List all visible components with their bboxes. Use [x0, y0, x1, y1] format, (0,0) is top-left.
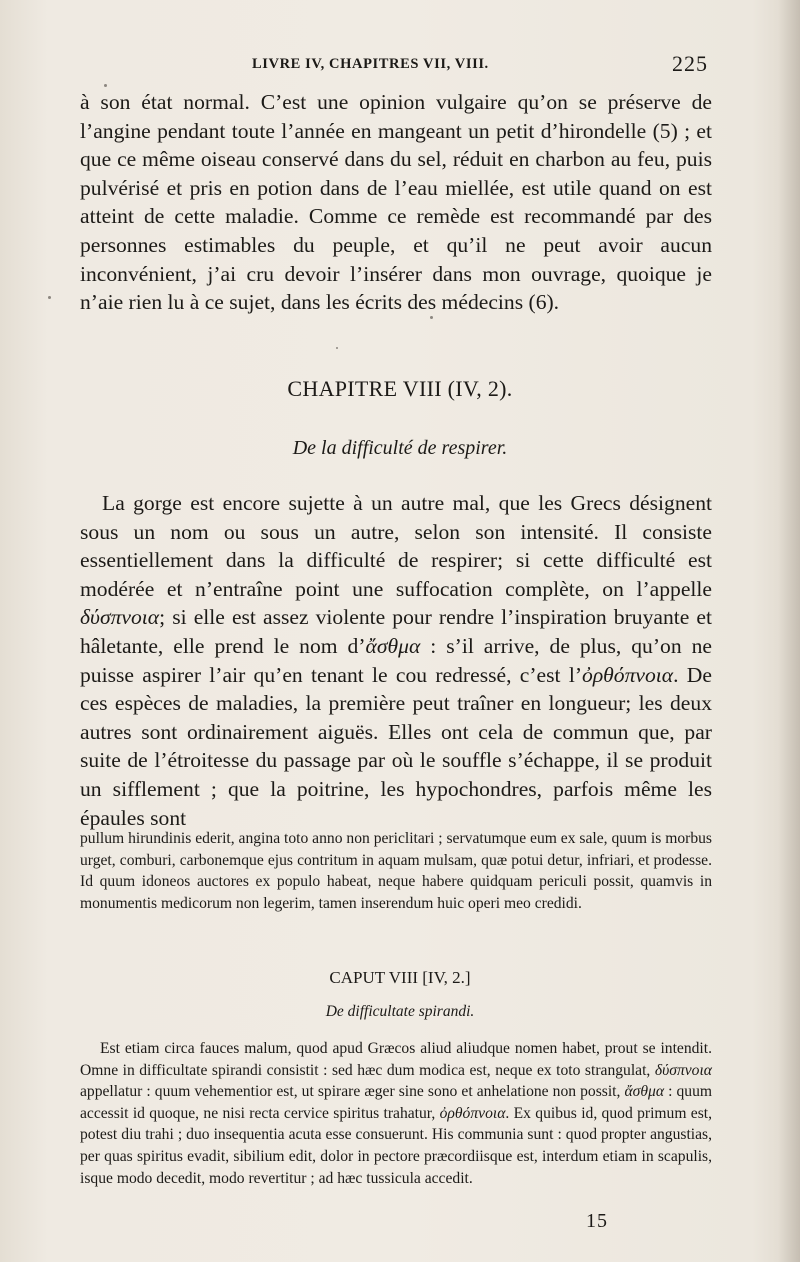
greek-term-orthopnoia: ὀρθόπνοια [582, 662, 674, 687]
page-number: 225 [672, 51, 708, 76]
ink-speck [336, 347, 338, 349]
latin-text-part: . Ex quibus id, quod primum est, potest diu trahi ; duo insequentia acuta esse consuerunt. His communia sunt : quod propter angustias, per quas spiritus evadit, sibilium edit, dolor in pectore præcordiisque est, interdum etiam in scapulis, isque modo decedit, modo revertitur ; ad hæc tussicula accedit. [80, 1104, 713, 1187]
greek-term-asthma: ἄσθμα [624, 1083, 665, 1101]
page-gutter-shadow [778, 0, 800, 1262]
greek-term-orthopnoia: ὀρθόπνοια [439, 1104, 506, 1122]
french-text-part: : s’il arrive, de plus, qu’on ne puisse aspirer l’air qu’en tenant le cou redressé, c’est l’ [80, 633, 712, 687]
french-text-part: ; si elle est assez violente pour rendre l’inspiration bruyante et hâletante, elle prend le nom d’ [80, 605, 712, 658]
latin-text-part: appellatur : quum vehementior est, ut spirare æger sine sono et anhelatione non possit, [80, 1083, 625, 1101]
french-text-body [80, 489, 712, 832]
ink-speck [104, 84, 107, 87]
french-text-part: . De ces espèces de maladies, la première peut traîner en longueur; les deux autres sont ordinairement aiguës. Elles ont cela de commun que, par suite de l’étroitesse du passage par où le souffle s’échappe, il se produit un sifflement ; que la poitrine, les hypochondres, parfois même les épaules sont [80, 662, 712, 830]
page-header [0, 51, 800, 82]
latin-text-part: Est etiam circa fauces malum, quod apud Græcos aliud aliudque nomen habet, prout se intendit. Omne in difficultate spirandi consistit : sed hæc dum modica est, neque ex toto strangulat, [80, 1040, 712, 1079]
ink-speck [48, 296, 51, 299]
chapter-subtitle: De la difficulté de respirer. [292, 437, 508, 459]
latin-text-part: : quum accessit id quoque, ne nisi recta cervice spiritus trahatur, [80, 1083, 713, 1122]
signature-mark: 15 [586, 1210, 608, 1232]
greek-term-dyspnoia: δύσπνοια [654, 1061, 712, 1079]
latin-text-body [80, 1038, 712, 1189]
caput-title: CAPUT VIII [IV, 2.] [329, 968, 471, 987]
french-paragraph-continued: à son état normal. C’est une opinion vulgaire qu’on se préserve de l’angine pendant toute l’année en mangeant un petit d’hirondelle (5) ; et que ce même oiseau conservé dans du sel, réduit en charbon au feu, puis pulvérisé et pris en potion dans de l’eau miellée, est utile quand on est atteint de cette maladie. Comme ce remède est recommandé par des personnes estimables du peuple, et qu’il ne peut avoir aucun inconvénient, j’ai cru devoir l’insérer dans mon ouvrage, quoique je n’aie rien lu à ce sujet, dans les écrits des médecins (6). [80, 90, 712, 315]
running-head: LIVRE IV, CHAPITRES VII, VIII. [252, 56, 489, 72]
french-paragraph [80, 489, 712, 832]
latin-paragraph-continued: pullum hirundinis ederit, angina toto anno non periclitari ; servatumque eum ex sale, quum is morbus urget, comburi, carbonemque ejus contritum in aquam mulsam, quæ potui detur, infriari, et prodesse. Id quum idoneos auctores ex populo habeat, neque habere quidquam periculi possit, quamvis in monumentis medicorum non legerim, tamen inserendum huic operi meo credidi. [80, 830, 712, 912]
greek-term-dyspnoia: δύσπνοια [80, 605, 160, 630]
latin-paragraph [80, 1038, 712, 1189]
caput-subtitle: De difficultate spirandi. [325, 1003, 475, 1020]
chapter-title: CHAPITRE VIII (IV, 2). [287, 376, 513, 401]
french-text-top [80, 88, 712, 317]
greek-term-asthma: ἄσθμα [365, 633, 421, 658]
latin-text-top [80, 828, 712, 914]
ink-speck [430, 316, 433, 319]
french-text-part: La gorge est encore sujette à un autre mal, que les Grecs désignent sous un nom ou sous un autre, selon son intensité. Il consiste essentiellement dans la difficulté de respirer; si cette difficulté est modérée et n’entraîne point une suffocation complète, on l’appelle [80, 491, 712, 601]
